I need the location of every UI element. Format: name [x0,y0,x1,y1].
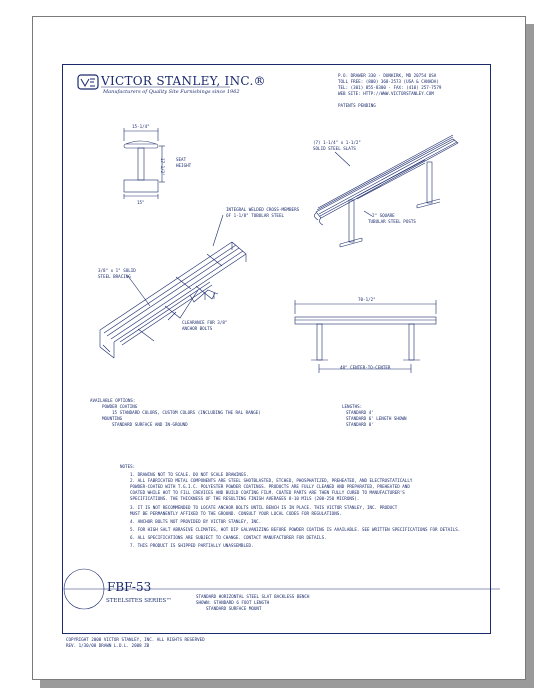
note-line: 3. IT IS NOT RECOMMENDED TO LOCATE ANCHOR BOLTS UNTIL BENCH IS IN PLACE. THIS VICTOR STANLEY, INC. PRODUCT [130,505,398,510]
option-line: MOUNTING [102,416,123,421]
note-line: MUST BE PERMANENTLY AFFIXED TO THE GROUND. CONSULT YOUR LOCAL CODES FOR REGULATIONS. [130,511,342,516]
base-width-dimension: 15" [137,200,145,205]
posts-label: TUBULAR STEEL POSTS [368,219,416,224]
seat-height-label: HEIGHT [176,163,192,168]
note-line: 6. ALL SPECIFICATIONS ARE SUBJECT TO CHANGE. CONTACT MANUFACTURER FOR DETAILS. [130,535,327,540]
note-line: 1. DRAWING NOT TO SCALE. DO NOT SCALE DRAWINGS. [130,472,249,477]
company-name: VICTOR STANLEY, INC.® [101,74,266,88]
company-logo-mark [78,75,98,89]
product-description-line: SHOWN: STANDARD 6 FOOT LENGTH [196,600,270,605]
option-line: STANDARD SURFACE AND IN-GROUND [112,422,188,427]
model-number: FBF-53 [107,580,152,594]
seat-height-dimension: 17-1/2" [160,158,165,176]
exploded-view-drawing [100,215,246,358]
notes-title: NOTES: [120,464,136,469]
address-line: TEL: (301) 855-8300 · FAX: (410) 257-7579 [338,85,442,90]
clearance-label: ANCHOR BOLTS [182,326,213,331]
company-tagline: Manufacturers of Quality Site Furnishings since 1962 [103,89,240,95]
options-title: AVAILABLE OPTIONS: [90,398,136,403]
revision-info: REV. 1/30/08 DRAWN L.D.L. 2008 ZB [66,643,150,648]
address-line: WEB SITE: HTTP://WWW.VICTORSTANLEY.COM [338,91,434,96]
note-line: POWDER-COATED WITH T.G.I.C. POLYESTER POWDER COATINGS. PRODUCTS ARE FULLY CLEANED AND PREPARATED, PREHEATED AND [130,484,410,489]
product-description-line: STANDARD SURFACE MOUNT [206,606,262,611]
option-line: 15 STANDARD COLORS, CUSTOM COLORS (INCLUDING THE RAL RANGE) [112,410,261,415]
note-line: COATED WHILE HOT TO FILL CREVICES AND BUILD COATING FILM. COATED PARTS ARE THEN FULLY CURED TO MANUFACTURER'S [130,490,405,495]
address-line: TOLL FREE: (800) 368-2573 (USA & CANADA) [338,79,439,84]
lengths-title: LENGTHS: [342,404,363,409]
bracing-label: STEEL BRACING [98,274,131,279]
overall-length-dimension: 70-1/2" [358,297,376,302]
slats-label: SOLID STEEL SLATS [313,146,356,151]
side-view-drawing [124,128,165,199]
front-elevation-drawing [295,300,436,373]
option-line: POWDER COATING [102,404,138,409]
note-line: 7. THIS PRODUCT IS SHIPPED PARTIALLY UNASSEMBLED. [130,543,254,548]
address-line: P.O. DRAWER 330 · DUNKIRK, MD 20754 USA [338,73,437,78]
posts-label: 2" SQUARE [372,213,395,218]
bracing-label: 3/8" x 1" SOLID [98,268,136,273]
length-line: STANDARD 4' [346,410,374,415]
seat-height-label: SEAT [176,157,187,162]
note-line: 4. ANCHOR BOLTS NOT PROVIDED BY VICTOR STANLEY, INC. [130,519,262,524]
product-description-line: STANDARD HORIZONTAL STEEL SLAT BACKLESS BENCH [196,594,310,599]
cross-members-label: OF 1-1/8" TUBULAR STEEL [226,213,284,218]
copyright-notice: COPYRIGHT 2008 VICTOR STANLEY, INC. ALL RIGHTS RESERVED [66,637,205,642]
side-width-dimension: 15-1/4" [132,124,150,129]
perspective-view-drawing [314,135,458,247]
note-line: SPECIFICATIONS. THE THICKNESS OF THE RESULTING FINISH AVERAGES 8-10 MILS (200-250 MICRONS). [130,496,360,501]
note-line: 2. ALL FABRICATED METAL COMPONENTS ARE STEEL SHOTBLASTED, ETCHED, PHOSPHATIZED, PREHEATED, AND ELECTROSTATICALLY [130,478,413,483]
product-series: STEELSITES SERIES™ [106,598,172,604]
length-line: STANDARD 8' [346,422,374,427]
slats-label: (7) 1-1/4" x 1-1/2" [313,140,361,145]
cross-members-label: INTEGRAL WELDED CROSS-MEMBERS [226,207,300,212]
patent-notice: PATENTS PENDING [338,103,376,108]
length-line: STANDARD 6' LENGTH SHOWN [346,416,407,421]
clearance-label: CLEARANCE FOR 3/8" [182,320,228,325]
note-line: 5. FOR HIGH SALT ABRASIVE CLIMATES, HOT DIP GALVANIZING BEFORE POWDER COATING IS AVAILABLE. SEE WRITTEN SPECIFICATIONS FOR DETAILS. [130,527,461,532]
center-to-center-dimension: 48" CENTER-TO-CENTER [340,365,391,370]
